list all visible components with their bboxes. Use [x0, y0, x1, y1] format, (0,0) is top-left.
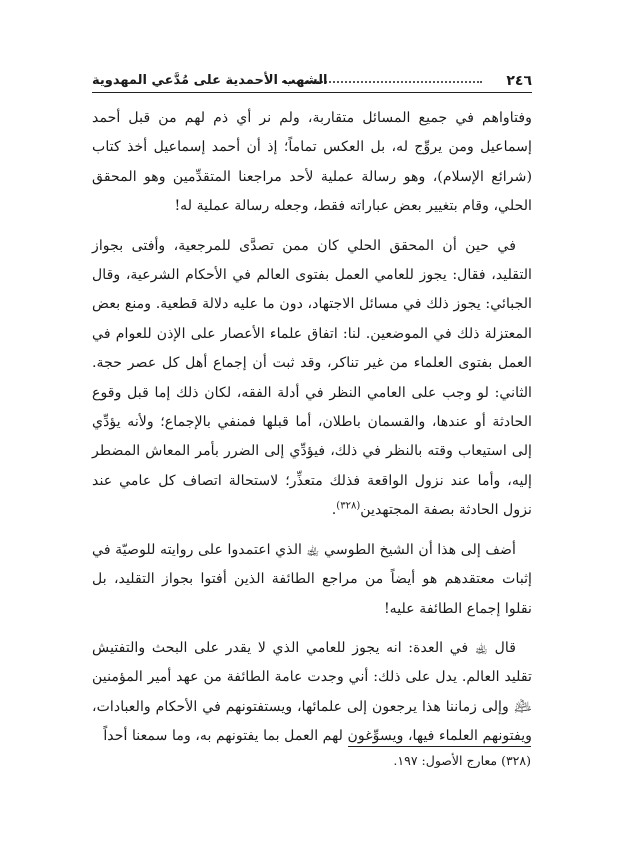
paragraph-4: قال ﵀ في العدة: انه يجوز للعامي الذي لا يقدر على البحث والتفتيش تقليد العالم. يدل على ذلك: أني وجدت عامة الطائفة من عهد أمير المؤمنين ﵇ وإلى زماننا هذا يرجعون إلى علمائها، ويستفتونهم في الأحكام والعبادات، ويفتونهم العلماء فيها، ويسوِّغون لهم العمل بما يفتونهم به، وما سمعنا أحداً — [92, 639, 532, 745]
footnote-reference: (٣٢٨) — [336, 500, 361, 512]
page-header — [92, 72, 532, 93]
page-number: ٢٤٦ — [506, 73, 532, 89]
page-body — [92, 104, 532, 752]
footnote-divider — [348, 746, 531, 747]
paragraph-3: أضف إلى هذا أن الشيخ الطوسي ﵀ الذي اعتمدوا على روايته للوصيّة في إثبات معتقدهم هو أيضاً من مراجع الطائفة الذين أفتوا بجواز التقليد، بل نقلوا إجماع الطائفة عليه! — [92, 541, 532, 617]
running-title: الشهب الأحمدية على مُدَّعي المهدوية — [92, 73, 328, 88]
paragraph-2 — [92, 232, 532, 526]
paragraph-2-text: في حين أن المحقق الحلي كان ممن تصدَّى للمرجعية، وأفتى بجواز التقليد، فقال: يجوز للعامي العمل بفتوى العالم في الأحكام الشرعية، وقال الجبائي: يجوز ذلك في مسائل الاجتهاد، دون ما عليه دلالة قطعية. ومنع بعض المعتزلة ذلك في الموضعين. لنا: اتفاق علماء الأعصار على الإذن للعوام في العمل بفتوى العلماء من غير تناكر، وقد ثبت أن إجماع أهل كل عصر حجة. الثاني: لو وجب على العامي النظر في أدلة الفقه، لكان ذلك إما قبل وقوع الحادثة أو عندها، والقسمان باطلان، أما قبلها فمنفي بالإجماع؛ ولأنه يؤدِّي إلى استيعاب وقته بالنظر في ذلك، فيؤدِّي إلى الضرر بأمر المعاش المضطر إليه، وأما عند نزول الواقعة فذلك متعذِّر؛ لاستحالة اتصاف كل عامي عند نزول الحادثة بصفة المجتهدين — [92, 237, 532, 519]
paragraph-2-end: . — [331, 502, 337, 519]
paragraph-1: وفتاواهم في جميع المسائل متقاربة، ولم نر أي ذم لهم من قبل أحمد إسماعيل ومن يروِّج له، بل العكس تماماً؛ إذ أن أحمد إسماعيل أخذ كتاب (شرائع الإسلام)، وهو رسالة عملية لأحد مراجعنا المتقدِّمين وهو المحقق الحلي، وقام بتغيير بعض عباراته فقط، وجعله رسالة عملية له! — [92, 110, 532, 215]
footnote: (٣٢٨) معارج الأصول: ١٩٧. — [393, 753, 531, 768]
